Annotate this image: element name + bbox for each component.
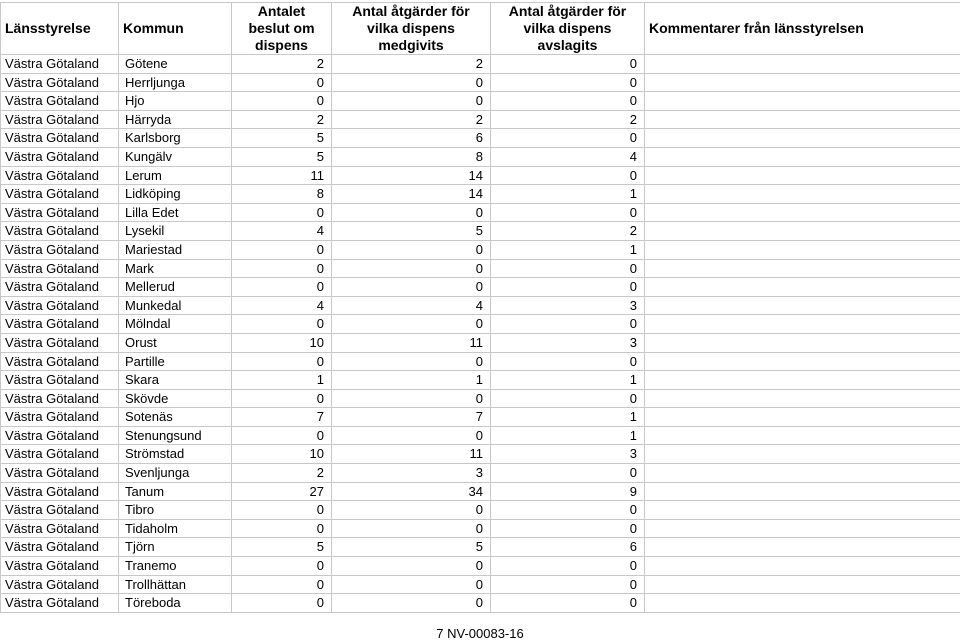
cell-avslagits: 0 — [491, 519, 645, 538]
cell-avslagits: 1 — [491, 371, 645, 390]
cell-kommentarer — [645, 352, 960, 371]
cell-kommun: Lerum — [119, 166, 232, 185]
cell-avslagits: 0 — [491, 575, 645, 594]
cell-lansstyrelse: Västra Götaland — [1, 594, 119, 613]
table-row — [1, 55, 960, 74]
table-row — [1, 240, 960, 259]
cell-medgivits: 0 — [332, 519, 491, 538]
cell-medgivits: 11 — [332, 333, 491, 352]
cell-kommentarer — [645, 538, 960, 557]
table-row — [1, 464, 960, 483]
table-row — [1, 445, 960, 464]
cell-lansstyrelse: Västra Götaland — [1, 259, 119, 278]
cell-avslagits: 0 — [491, 203, 645, 222]
cell-kommentarer — [645, 73, 960, 92]
cell-medgivits: 0 — [332, 557, 491, 576]
cell-lansstyrelse: Västra Götaland — [1, 445, 119, 464]
cell-kommentarer — [645, 185, 960, 204]
cell-kommentarer — [645, 575, 960, 594]
cell-kommentarer — [645, 464, 960, 483]
cell-lansstyrelse: Västra Götaland — [1, 557, 119, 576]
header-row — [1, 3, 960, 55]
cell-avslagits: 0 — [491, 278, 645, 297]
cell-kommentarer — [645, 408, 960, 427]
cell-lansstyrelse: Västra Götaland — [1, 371, 119, 390]
cell-antalet-beslut: 0 — [232, 557, 332, 576]
cell-lansstyrelse: Västra Götaland — [1, 185, 119, 204]
cell-lansstyrelse: Västra Götaland — [1, 147, 119, 166]
cell-medgivits: 5 — [332, 222, 491, 241]
table-row — [1, 222, 960, 241]
table-row — [1, 426, 960, 445]
cell-lansstyrelse: Västra Götaland — [1, 519, 119, 538]
header-antalet-beslut: Antalet beslut om dispens — [232, 3, 332, 55]
cell-antalet-beslut: 0 — [232, 594, 332, 613]
cell-avslagits: 0 — [491, 92, 645, 111]
cell-antalet-beslut: 4 — [232, 222, 332, 241]
cell-avslagits: 0 — [491, 259, 645, 278]
cell-lansstyrelse: Västra Götaland — [1, 408, 119, 427]
cell-kommun: Munkedal — [119, 296, 232, 315]
cell-antalet-beslut: 0 — [232, 92, 332, 111]
table-row — [1, 594, 960, 613]
table-row — [1, 482, 960, 501]
cell-lansstyrelse: Västra Götaland — [1, 389, 119, 408]
cell-kommun: Töreboda — [119, 594, 232, 613]
cell-kommun: Partille — [119, 352, 232, 371]
table-row — [1, 352, 960, 371]
cell-medgivits: 14 — [332, 166, 491, 185]
cell-kommentarer — [645, 222, 960, 241]
cell-kommentarer — [645, 519, 960, 538]
cell-antalet-beslut: 0 — [232, 352, 332, 371]
cell-kommentarer — [645, 240, 960, 259]
cell-medgivits: 4 — [332, 296, 491, 315]
cell-medgivits: 0 — [332, 92, 491, 111]
cell-kommentarer — [645, 482, 960, 501]
header-kommentarer: Kommentarer från länsstyrelsen — [645, 3, 960, 55]
cell-kommentarer — [645, 315, 960, 334]
cell-avslagits: 0 — [491, 501, 645, 520]
cell-lansstyrelse: Västra Götaland — [1, 501, 119, 520]
table-row — [1, 296, 960, 315]
table-row — [1, 278, 960, 297]
cell-kommun: Mark — [119, 259, 232, 278]
cell-lansstyrelse: Västra Götaland — [1, 575, 119, 594]
cell-avslagits: 0 — [491, 166, 645, 185]
table-row — [1, 501, 960, 520]
cell-antalet-beslut: 5 — [232, 129, 332, 148]
cell-avslagits: 2 — [491, 222, 645, 241]
cell-antalet-beslut: 0 — [232, 240, 332, 259]
cell-antalet-beslut: 0 — [232, 259, 332, 278]
cell-kommun: Orust — [119, 333, 232, 352]
cell-antalet-beslut: 7 — [232, 408, 332, 427]
cell-kommun: Tjörn — [119, 538, 232, 557]
cell-avslagits: 6 — [491, 538, 645, 557]
cell-medgivits: 0 — [332, 426, 491, 445]
cell-avslagits: 3 — [491, 333, 645, 352]
cell-kommentarer — [645, 166, 960, 185]
cell-lansstyrelse: Västra Götaland — [1, 278, 119, 297]
cell-lansstyrelse: Västra Götaland — [1, 240, 119, 259]
cell-kommentarer — [645, 259, 960, 278]
cell-lansstyrelse: Västra Götaland — [1, 482, 119, 501]
cell-kommentarer — [645, 110, 960, 129]
cell-kommun: Lysekil — [119, 222, 232, 241]
cell-medgivits: 0 — [332, 240, 491, 259]
cell-antalet-beslut: 0 — [232, 203, 332, 222]
cell-medgivits: 0 — [332, 352, 491, 371]
cell-medgivits: 8 — [332, 147, 491, 166]
cell-kommun: Strömstad — [119, 445, 232, 464]
table-row — [1, 185, 960, 204]
cell-antalet-beslut: 10 — [232, 333, 332, 352]
table-row — [1, 110, 960, 129]
cell-kommun: Svenljunga — [119, 464, 232, 483]
cell-medgivits: 2 — [332, 110, 491, 129]
cell-lansstyrelse: Västra Götaland — [1, 73, 119, 92]
cell-medgivits: 0 — [332, 575, 491, 594]
cell-kommun: Härryda — [119, 110, 232, 129]
cell-lansstyrelse: Västra Götaland — [1, 129, 119, 148]
cell-antalet-beslut: 11 — [232, 166, 332, 185]
cell-medgivits: 0 — [332, 501, 491, 520]
cell-lansstyrelse: Västra Götaland — [1, 315, 119, 334]
cell-lansstyrelse: Västra Götaland — [1, 426, 119, 445]
cell-avslagits: 1 — [491, 426, 645, 445]
cell-kommun: Kungälv — [119, 147, 232, 166]
cell-lansstyrelse: Västra Götaland — [1, 464, 119, 483]
cell-kommentarer — [645, 203, 960, 222]
cell-avslagits: 0 — [491, 352, 645, 371]
dispens-table — [0, 2, 960, 613]
cell-kommun: Trollhättan — [119, 575, 232, 594]
cell-avslagits: 0 — [491, 389, 645, 408]
cell-kommun: Stenungsund — [119, 426, 232, 445]
table-row — [1, 129, 960, 148]
table-row — [1, 538, 960, 557]
cell-avslagits: 4 — [491, 147, 645, 166]
cell-antalet-beslut: 2 — [232, 110, 332, 129]
cell-kommentarer — [645, 296, 960, 315]
cell-antalet-beslut: 5 — [232, 147, 332, 166]
cell-kommentarer — [645, 92, 960, 111]
cell-avslagits: 1 — [491, 408, 645, 427]
cell-kommun: Götene — [119, 55, 232, 74]
cell-antalet-beslut: 1 — [232, 371, 332, 390]
table-row — [1, 519, 960, 538]
header-kommun: Kommun — [119, 3, 232, 55]
cell-antalet-beslut: 2 — [232, 55, 332, 74]
cell-kommun: Tibro — [119, 501, 232, 520]
cell-avslagits: 0 — [491, 315, 645, 334]
cell-medgivits: 0 — [332, 315, 491, 334]
cell-medgivits: 14 — [332, 185, 491, 204]
cell-antalet-beslut: 5 — [232, 538, 332, 557]
cell-avslagits: 1 — [491, 240, 645, 259]
table-row — [1, 147, 960, 166]
cell-lansstyrelse: Västra Götaland — [1, 166, 119, 185]
header-lansstyrelse: Länsstyrelse — [1, 3, 119, 55]
table-row — [1, 575, 960, 594]
table-row — [1, 259, 960, 278]
cell-antalet-beslut: 4 — [232, 296, 332, 315]
cell-kommun: Herrljunga — [119, 73, 232, 92]
cell-antalet-beslut: 27 — [232, 482, 332, 501]
cell-medgivits: 11 — [332, 445, 491, 464]
cell-kommun: Tranemo — [119, 557, 232, 576]
cell-avslagits: 0 — [491, 594, 645, 613]
cell-medgivits: 6 — [332, 129, 491, 148]
header-avslagits: Antal åtgärder för vilka dispens avslagits — [491, 3, 645, 55]
cell-kommentarer — [645, 278, 960, 297]
cell-antalet-beslut: 8 — [232, 185, 332, 204]
cell-avslagits: 9 — [491, 482, 645, 501]
cell-kommun: Mölndal — [119, 315, 232, 334]
cell-avslagits: 0 — [491, 464, 645, 483]
cell-kommentarer — [645, 55, 960, 74]
cell-kommun: Tidaholm — [119, 519, 232, 538]
cell-lansstyrelse: Västra Götaland — [1, 333, 119, 352]
table-row — [1, 389, 960, 408]
cell-kommentarer — [645, 594, 960, 613]
table-row — [1, 371, 960, 390]
cell-kommun: Karlsborg — [119, 129, 232, 148]
cell-medgivits: 0 — [332, 594, 491, 613]
cell-antalet-beslut: 10 — [232, 445, 332, 464]
table-row — [1, 92, 960, 111]
cell-kommun: Sotenäs — [119, 408, 232, 427]
cell-avslagits: 0 — [491, 129, 645, 148]
cell-avslagits: 0 — [491, 73, 645, 92]
cell-antalet-beslut: 2 — [232, 464, 332, 483]
table-row — [1, 333, 960, 352]
cell-avslagits: 3 — [491, 445, 645, 464]
cell-lansstyrelse: Västra Götaland — [1, 296, 119, 315]
cell-lansstyrelse: Västra Götaland — [1, 55, 119, 74]
cell-lansstyrelse: Västra Götaland — [1, 352, 119, 371]
cell-kommentarer — [645, 333, 960, 352]
table-row — [1, 315, 960, 334]
table-row — [1, 73, 960, 92]
cell-kommentarer — [645, 147, 960, 166]
table-row — [1, 557, 960, 576]
cell-kommentarer — [645, 371, 960, 390]
cell-medgivits: 0 — [332, 203, 491, 222]
cell-medgivits: 2 — [332, 55, 491, 74]
cell-antalet-beslut: 0 — [232, 315, 332, 334]
table-row — [1, 166, 960, 185]
cell-avslagits: 0 — [491, 557, 645, 576]
cell-medgivits: 5 — [332, 538, 491, 557]
header-medgivits: Antal åtgärder för vilka dispens medgivits — [332, 3, 491, 55]
page-footer: 7 NV-00083-16 — [436, 626, 524, 641]
table-body — [1, 55, 960, 613]
cell-kommun: Lilla Edet — [119, 203, 232, 222]
cell-lansstyrelse: Västra Götaland — [1, 92, 119, 111]
cell-kommentarer — [645, 557, 960, 576]
cell-kommun: Skara — [119, 371, 232, 390]
cell-kommentarer — [645, 389, 960, 408]
cell-kommun: Skövde — [119, 389, 232, 408]
cell-medgivits: 7 — [332, 408, 491, 427]
cell-lansstyrelse: Västra Götaland — [1, 538, 119, 557]
cell-antalet-beslut: 0 — [232, 389, 332, 408]
cell-medgivits: 0 — [332, 73, 491, 92]
cell-avslagits: 1 — [491, 185, 645, 204]
cell-medgivits: 0 — [332, 278, 491, 297]
table-row — [1, 203, 960, 222]
cell-kommun: Hjo — [119, 92, 232, 111]
cell-avslagits: 2 — [491, 110, 645, 129]
cell-antalet-beslut: 0 — [232, 73, 332, 92]
cell-antalet-beslut: 0 — [232, 278, 332, 297]
cell-lansstyrelse: Västra Götaland — [1, 222, 119, 241]
cell-kommentarer — [645, 501, 960, 520]
cell-medgivits: 34 — [332, 482, 491, 501]
cell-kommentarer — [645, 129, 960, 148]
cell-avslagits: 3 — [491, 296, 645, 315]
cell-lansstyrelse: Västra Götaland — [1, 203, 119, 222]
cell-kommentarer — [645, 426, 960, 445]
cell-kommun: Mellerud — [119, 278, 232, 297]
cell-medgivits: 0 — [332, 389, 491, 408]
cell-medgivits: 3 — [332, 464, 491, 483]
cell-lansstyrelse: Västra Götaland — [1, 110, 119, 129]
cell-antalet-beslut: 0 — [232, 501, 332, 520]
cell-kommun: Mariestad — [119, 240, 232, 259]
cell-medgivits: 0 — [332, 259, 491, 278]
cell-antalet-beslut: 0 — [232, 426, 332, 445]
cell-medgivits: 1 — [332, 371, 491, 390]
table-row — [1, 408, 960, 427]
cell-kommun: Tanum — [119, 482, 232, 501]
cell-avslagits: 0 — [491, 55, 645, 74]
cell-antalet-beslut: 0 — [232, 519, 332, 538]
cell-antalet-beslut: 0 — [232, 575, 332, 594]
cell-kommentarer — [645, 445, 960, 464]
cell-kommun: Lidköping — [119, 185, 232, 204]
